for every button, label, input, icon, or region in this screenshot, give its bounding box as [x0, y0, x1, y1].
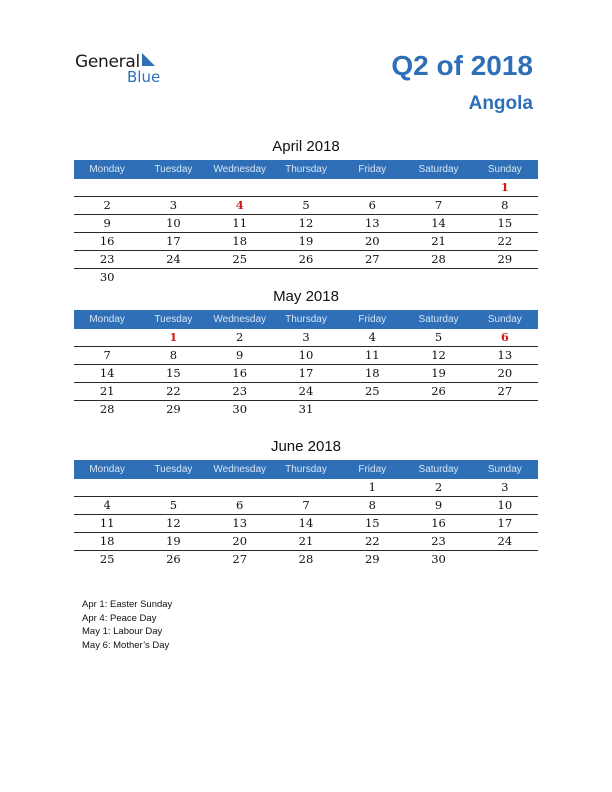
- day-cell: [472, 551, 538, 568]
- day-cell: 27: [232, 552, 248, 566]
- weekday-label: Monday: [89, 464, 125, 475]
- day-cell: [405, 179, 471, 196]
- day-cell: 8: [501, 198, 509, 212]
- day-cell: 9: [434, 498, 443, 512]
- month-june: [74, 437, 538, 568]
- day-cell: 10: [497, 498, 513, 512]
- day-cell: [74, 479, 140, 496]
- day-cell: 25: [364, 384, 380, 398]
- day-cell: 7: [434, 198, 443, 212]
- weekday-label: Friday: [358, 164, 387, 175]
- day-cell: 6: [368, 198, 376, 212]
- weekday-label: Saturday: [418, 314, 459, 325]
- day-cell: 21: [431, 234, 446, 248]
- weekday-label: Tuesday: [154, 314, 193, 325]
- day-cell: [339, 179, 405, 196]
- day-cell: 19: [166, 534, 181, 548]
- day-cell: 11: [364, 348, 380, 362]
- day-cell: 15: [166, 366, 181, 380]
- day-cell: 10: [298, 348, 314, 362]
- weekday-label: Thursday: [285, 464, 327, 475]
- day-cell: 16: [232, 366, 248, 380]
- weekday-label: Saturday: [418, 464, 459, 475]
- day-cell: 19: [298, 234, 314, 248]
- logo-triangle-icon: [142, 53, 155, 66]
- day-cell: 6: [500, 330, 509, 344]
- day-cell: 25: [99, 552, 115, 566]
- day-cell: [339, 269, 405, 286]
- weekday-label: Thursday: [285, 314, 327, 325]
- day-cell: 7: [103, 348, 111, 362]
- holiday-note: Apr 4: Peace Day: [82, 612, 157, 624]
- day-cell: 21: [298, 534, 314, 548]
- day-cell: 5: [169, 498, 178, 512]
- week-row: [74, 329, 538, 347]
- day-cell: 20: [364, 234, 380, 248]
- month-title: May 2018: [273, 288, 339, 305]
- day-cell: 20: [497, 366, 513, 380]
- day-cell: 9: [103, 216, 111, 230]
- day-cell: 21: [99, 384, 115, 398]
- day-cell: 4: [368, 330, 376, 344]
- day-cell: 18: [99, 534, 115, 548]
- week-row: [74, 347, 538, 365]
- week-row: [74, 197, 538, 215]
- day-cell: 11: [232, 216, 248, 230]
- quarter-title: Q2 of 2018: [391, 50, 533, 81]
- week-row: [74, 251, 538, 269]
- day-cell: [207, 179, 273, 196]
- day-cell: 30: [232, 402, 248, 416]
- day-cell: 29: [364, 552, 380, 566]
- month-may: [74, 287, 538, 418]
- weekday-label: Friday: [358, 314, 387, 325]
- calendar-grid: [74, 329, 538, 418]
- day-cell: [207, 269, 273, 286]
- day-cell: 17: [166, 234, 181, 248]
- weekday-label: Sunday: [487, 464, 522, 475]
- day-cell: 16: [431, 516, 446, 530]
- day-cell: [74, 179, 140, 196]
- brand-name-general: General: [75, 52, 140, 72]
- day-cell: 1: [368, 480, 376, 494]
- week-row: [74, 383, 538, 401]
- day-cell: 24: [166, 252, 181, 266]
- weekday-label: Monday: [89, 164, 125, 175]
- weekday-label: Tuesday: [154, 164, 193, 175]
- week-row: [74, 365, 538, 383]
- weekday-label: Wednesday: [213, 314, 267, 325]
- day-cell: 28: [431, 252, 446, 266]
- day-cell: 19: [431, 366, 446, 380]
- day-cell: 26: [298, 252, 314, 266]
- week-row: [74, 179, 538, 197]
- day-cell: 14: [431, 216, 446, 230]
- day-cell: 9: [236, 348, 244, 362]
- day-cell: 24: [298, 384, 314, 398]
- day-cell: [273, 269, 339, 286]
- month-april: [74, 137, 538, 286]
- day-cell: [472, 269, 538, 286]
- day-cell: 26: [166, 552, 181, 566]
- day-cell: [140, 479, 206, 496]
- day-cell: 6: [236, 498, 244, 512]
- day-cell: 24: [497, 534, 513, 548]
- day-cell: 3: [501, 480, 509, 494]
- day-cell: [405, 401, 471, 418]
- month-title: June 2018: [270, 438, 342, 455]
- weekday-label: Wednesday: [213, 464, 267, 475]
- day-cell: 12: [431, 348, 446, 362]
- holiday-note: Apr 1: Easter Sunday: [82, 599, 173, 610]
- day-cell: 26: [431, 384, 446, 398]
- day-cell: 14: [99, 366, 115, 380]
- day-cell: 2: [103, 198, 111, 212]
- week-row: [74, 551, 538, 568]
- day-cell: 27: [497, 384, 513, 398]
- day-cell: 13: [364, 216, 380, 230]
- day-cell: 30: [99, 270, 115, 284]
- day-cell: [140, 179, 206, 196]
- day-cell: 17: [298, 366, 314, 380]
- day-cell: [140, 269, 206, 286]
- day-cell: 27: [364, 252, 380, 266]
- weekday-header: [74, 160, 538, 179]
- day-cell: [405, 269, 471, 286]
- day-cell: 23: [99, 252, 115, 266]
- day-cell: 22: [166, 384, 181, 398]
- day-cell: 16: [99, 234, 115, 248]
- calendar-grid: [74, 179, 538, 286]
- day-cell: [74, 329, 140, 346]
- day-cell: 10: [166, 216, 181, 230]
- day-cell: 4: [235, 198, 244, 212]
- weekday-header: [74, 460, 538, 479]
- day-cell: 25: [232, 252, 248, 266]
- day-cell: 15: [497, 216, 513, 230]
- day-cell: 4: [103, 498, 111, 512]
- weekday-label: Sunday: [487, 314, 522, 325]
- day-cell: 20: [232, 534, 248, 548]
- day-cell: 29: [497, 252, 513, 266]
- country-name: Angola: [468, 93, 533, 114]
- day-cell: 8: [368, 498, 376, 512]
- week-row: [74, 497, 538, 515]
- day-cell: 12: [166, 516, 181, 530]
- day-cell: 14: [298, 516, 314, 530]
- weekday-label: Thursday: [285, 164, 327, 175]
- day-cell: 13: [497, 348, 513, 362]
- day-cell: 12: [298, 216, 314, 230]
- day-cell: [339, 401, 405, 418]
- weekday-label: Tuesday: [154, 464, 193, 475]
- day-cell: 5: [302, 198, 310, 212]
- month-title: April 2018: [272, 138, 340, 155]
- weekday-label: Sunday: [487, 164, 522, 175]
- day-cell: 28: [298, 552, 314, 566]
- day-cell: 23: [431, 534, 446, 548]
- weekday-label: Wednesday: [213, 164, 267, 175]
- holiday-notes: [82, 598, 172, 652]
- week-row: [74, 533, 538, 551]
- day-cell: 13: [232, 516, 248, 530]
- day-cell: 8: [169, 348, 178, 362]
- week-row: [74, 515, 538, 533]
- day-cell: 3: [169, 198, 178, 212]
- holiday-note: May 1: Labour Day: [82, 626, 163, 637]
- day-cell: 17: [497, 516, 513, 530]
- brand-logo: [75, 52, 185, 92]
- day-cell: 18: [232, 234, 248, 248]
- day-cell: 18: [364, 366, 380, 380]
- day-cell: [207, 479, 273, 496]
- day-cell: 11: [99, 516, 115, 530]
- week-row: [74, 233, 538, 251]
- weekday-label: Friday: [358, 464, 387, 475]
- week-row: [74, 269, 538, 286]
- brand-name-blue: Blue: [127, 68, 161, 86]
- week-row: [74, 215, 538, 233]
- weekday-header: [74, 310, 538, 329]
- day-cell: 5: [434, 330, 443, 344]
- day-cell: 22: [497, 234, 513, 248]
- day-cell: 28: [99, 402, 115, 416]
- day-cell: 31: [298, 402, 314, 416]
- day-cell: 15: [364, 516, 380, 530]
- day-cell: 23: [232, 384, 248, 398]
- day-cell: 3: [302, 330, 310, 344]
- weekday-label: Saturday: [418, 164, 459, 175]
- week-row: [74, 401, 538, 418]
- holiday-note: May 6: Mother’s Day: [82, 639, 170, 651]
- day-cell: 22: [364, 534, 380, 548]
- day-cell: 2: [236, 330, 244, 344]
- day-cell: 30: [431, 552, 446, 566]
- day-cell: 1: [169, 330, 178, 344]
- day-cell: 29: [166, 402, 181, 416]
- week-row: [74, 479, 538, 497]
- day-cell: 1: [500, 180, 509, 194]
- calendar-grid: [74, 479, 538, 568]
- day-cell: 7: [302, 498, 310, 512]
- day-cell: 2: [434, 480, 443, 494]
- day-cell: [472, 401, 538, 418]
- weekday-label: Monday: [89, 314, 125, 325]
- day-cell: [273, 479, 339, 496]
- day-cell: [273, 179, 339, 196]
